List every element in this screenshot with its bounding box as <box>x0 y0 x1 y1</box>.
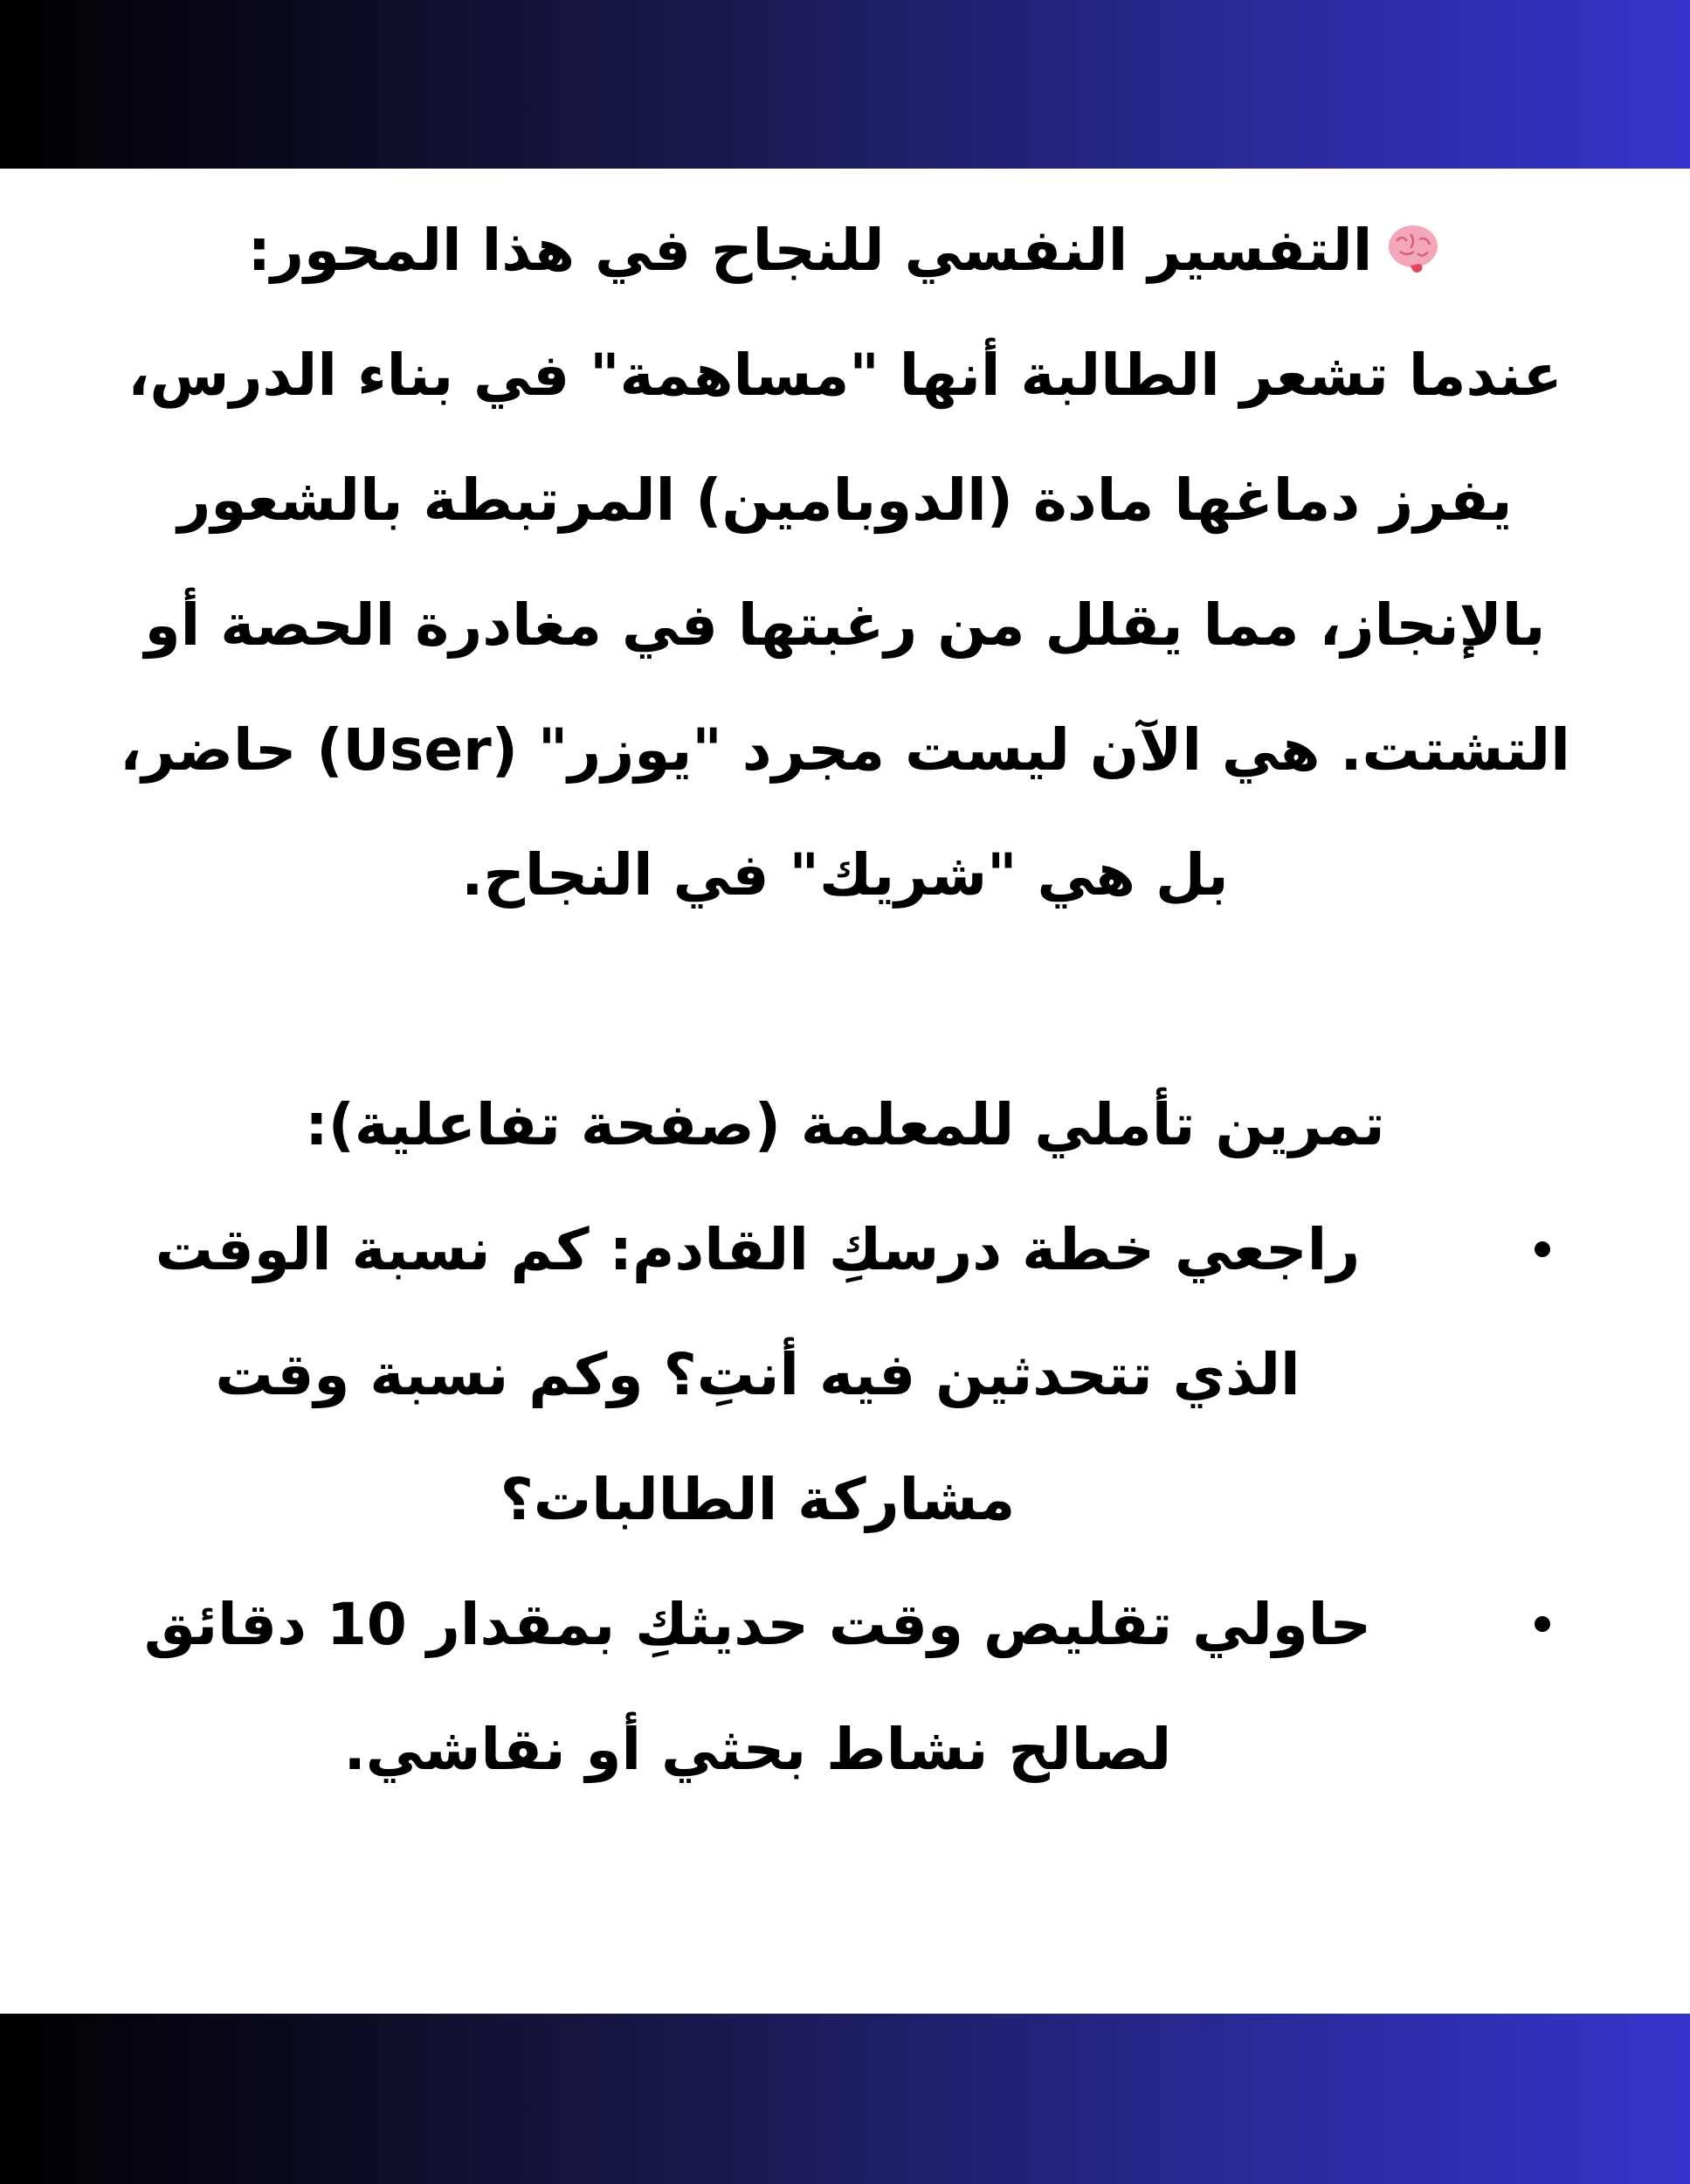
section-title-text: التفسير النفسي للنجاح في هذا المحور: <box>247 217 1373 284</box>
top-gradient-banner <box>0 0 1690 169</box>
exercise-list <box>79 1187 1611 1812</box>
brain-icon <box>1384 222 1442 280</box>
exercise-title: تمرين تأملي للمعلمة (صفحة تفاعلية): <box>305 1091 1385 1158</box>
list-item <box>79 1187 1611 1562</box>
bullet-icon <box>1535 1241 1550 1257</box>
explanation-paragraph: عندما تشعر الطالبة أنها "مساهمة" في بناء الدرس، يفرز دماغها مادة (الدوبامين) المرتبطة بالشعور بالإنجاز، مما يقلل من رغبتها في مغادرة الحصة أو التشتت. هي الآن ليست مجرد "يوزر" (User) حاضر، بل هي "شريك" في النجاح. <box>120 342 1570 909</box>
list-item <box>79 1562 1611 1812</box>
list-item-text: راجعي خطة درسكِ القادم: كم نسبة الوقت الذي تتحدثين فيه أنتِ؟ وكم نسبة وقت مشاركة الطالبات؟ <box>155 1216 1361 1533</box>
bullet-icon <box>1535 1616 1550 1632</box>
list-item-text: حاولي تقليص وقت حديثكِ بمقدار 10 دقائق لصالح نشاط بحثي أو نقاشي. <box>143 1591 1372 1783</box>
section-title <box>79 188 1611 313</box>
document-body <box>79 188 1611 1812</box>
bottom-gradient-banner <box>0 2014 1690 2184</box>
